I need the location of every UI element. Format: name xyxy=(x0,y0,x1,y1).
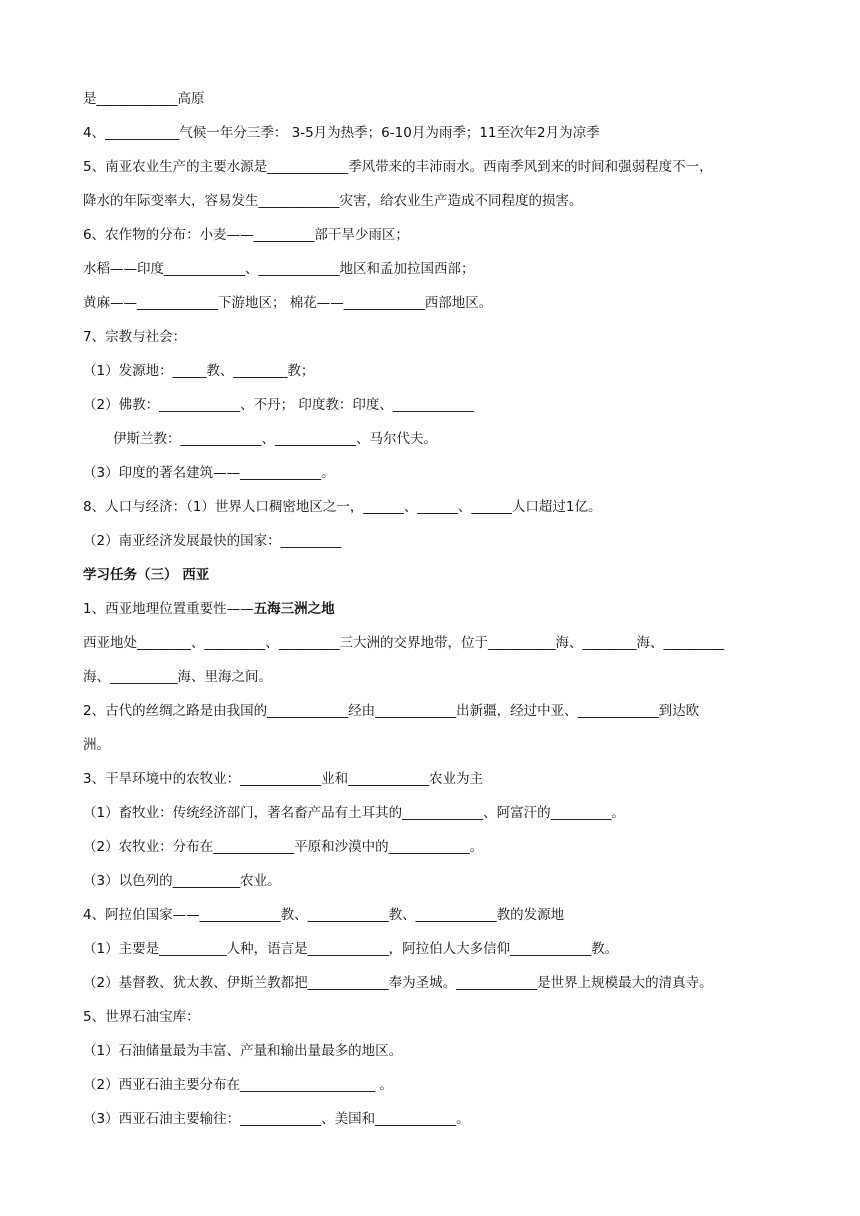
text-line: （2）农牧业：分布在____________平原和沙漠中的____________。 xyxy=(83,839,484,855)
text-line xyxy=(83,600,335,618)
text-line: （3）印度的著名建筑——____________。 xyxy=(83,465,335,481)
text-line: （2）基督教、犹太教、伊斯兰教都把____________奉为圣城。____________是世界上规模最大的清真寺。 xyxy=(83,975,713,991)
text-line: 海、__________海、里海之间。 xyxy=(83,669,272,685)
text-line: （2）佛教：____________、不丹； 印度教：印度、____________ xyxy=(83,397,474,413)
text-line: 7、宗教与社会： xyxy=(83,329,187,345)
text-line: （1）畜牧业：传统经济部门，著名畜产品有土耳其的____________、阿富汗的_________。 xyxy=(83,805,625,821)
text-line: 4、___________气候一年分三季： 3-5月为热季；6-10月为雨季；11至次年2月为凉季 xyxy=(83,125,600,141)
text-line: 6、农作物的分布：小麦——_________部干旱少雨区； xyxy=(83,227,409,243)
text-line: （2）西亚石油主要分布在____________________ 。 xyxy=(83,1077,393,1093)
text-line: 4、阿拉伯国家——____________教、____________教、____________教的发源地 xyxy=(83,907,565,923)
text-line: （1）发源地：_____教、________教； xyxy=(83,363,315,379)
text-line: 黄麻——____________下游地区； 棉花——____________西部地区。 xyxy=(83,295,493,311)
text-line: （2）南亚经济发展最快的国家：_________ xyxy=(83,533,342,549)
text-line: 5、世界石油宝库： xyxy=(83,1009,200,1025)
text-line: 洲。 xyxy=(83,737,110,753)
text-line: 5、南亚农业生产的主要水源是____________季风带来的丰沛雨水。西南季风到来的时间和强弱程度不一， xyxy=(83,159,713,175)
text-line: （1）主要是__________人种，语言是____________，阿拉伯人大多信仰____________教。 xyxy=(83,941,619,957)
text-line: 2、古代的丝绸之路是由我国的____________经由____________出新疆，经过中亚、____________到达欧 xyxy=(83,703,700,719)
text-line: 西亚地处________、_________、_________三大洲的交界地带，位于__________海、________海、_________ xyxy=(83,635,725,651)
text-line: 水稻——印度____________、____________地区和孟加拉国西部； xyxy=(83,261,475,277)
text-line: 伊斯兰教：____________、____________、马尔代夫。 xyxy=(113,431,437,447)
text-line: 8、人口与经济：（1）世界人口稠密地区之一，______、______、______人口超过1亿。 xyxy=(83,499,602,515)
text-line: （3）以色列的__________农业。 xyxy=(83,873,281,889)
text-line: 是____________高原 xyxy=(83,91,205,107)
section-heading: 学习任务（三） 西亚 xyxy=(83,567,210,583)
text-line: 降水的年际变率大，容易发生____________灾害，给农业生产造成不同程度的损害。 xyxy=(83,193,583,209)
text-segment: 1、西亚地理位置重要性—— xyxy=(83,601,254,617)
text-line: （3）西亚石油主要输往：____________、美国和____________。 xyxy=(83,1111,470,1127)
bold-phrase: 五海三洲之地 xyxy=(253,601,335,617)
text-line: 3、干旱环境中的农牧业：____________业和____________农业为主 xyxy=(83,771,484,787)
text-line: （1）石油储量最为丰富、产量和输出量最多的地区。 xyxy=(83,1043,403,1059)
